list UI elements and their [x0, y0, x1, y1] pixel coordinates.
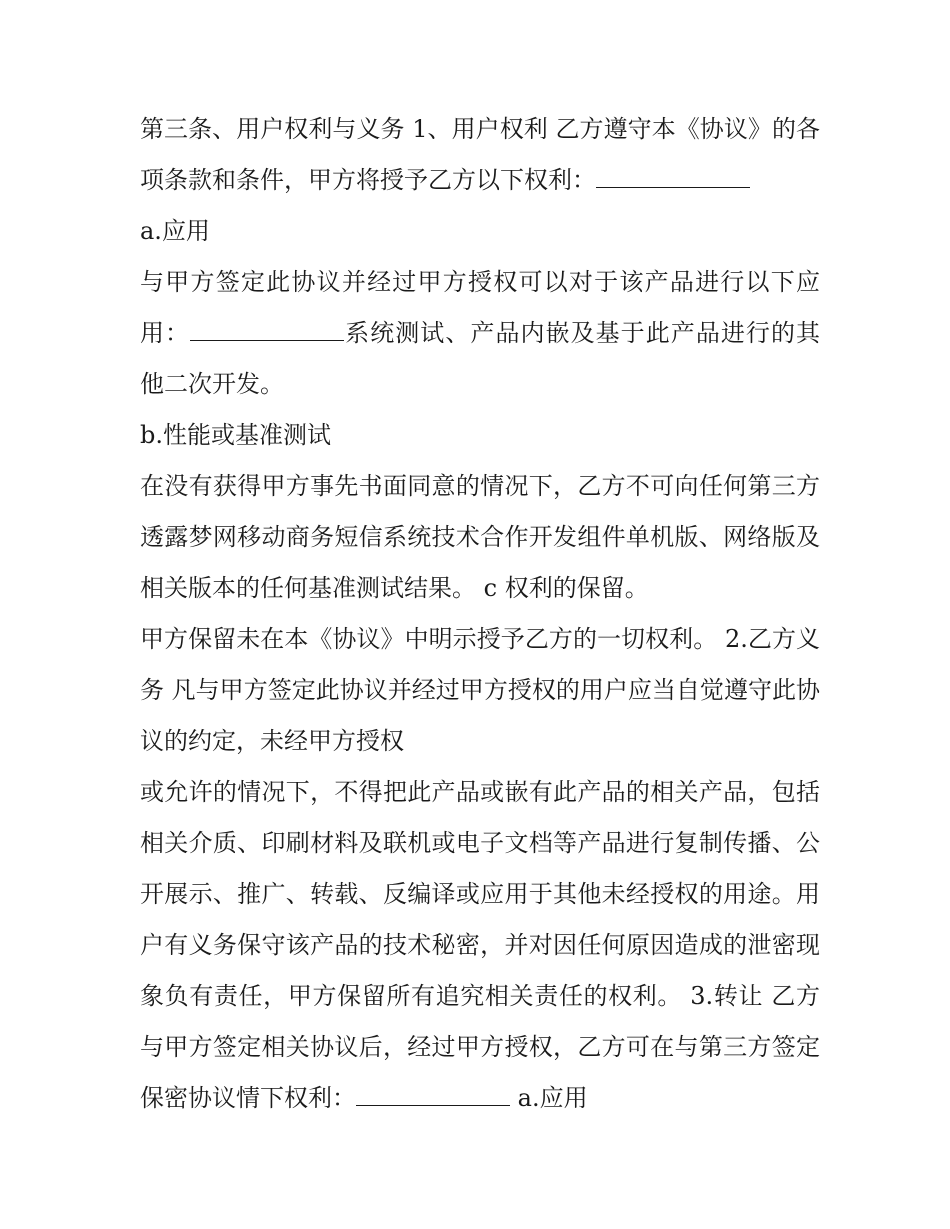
paragraph-text: 或允许的情况下，不得把此产品或嵌有此产品的相关产品，包括相关介质、印刷材料及联机或电子文档等产品进行复制传播、公开展示、推广、转载、反编译或应用于其他未经授权的用途。用户有义务保守该产品的技术秘密，并对因任何原因造成的泄密现象负有责任，甲方保留所有追究相关责任的权利。 3.转让 乙方与甲方签定相关协议后，经过甲方授权，乙方可在与第三方签定保密协议情下权利： — [140, 778, 820, 1112]
fill-in-blank — [596, 186, 750, 188]
fill-in-blank — [190, 339, 344, 341]
paragraph-obligations — [140, 614, 820, 767]
paragraph-text: b.性能或基准测试 — [140, 421, 331, 449]
fill-in-blank — [356, 1104, 510, 1106]
paragraph-benchmark — [140, 461, 820, 614]
paragraph-application — [140, 257, 820, 410]
paragraph-text: 与甲方签定此协议并经过甲方授权可以对于该产品进行以下应用： — [140, 268, 820, 347]
paragraph-heading-benchmark — [140, 410, 820, 461]
paragraph-heading-application — [140, 206, 820, 257]
paragraph-text: a.应用 — [140, 217, 210, 245]
paragraph-text: a.应用 — [510, 1084, 588, 1112]
paragraph-text: 甲方保留未在本《协议》中明示授予乙方的一切权利。 2.乙方义务 凡与甲方签定此协议并经过甲方授权的用户应当自觉遵守此协议的约定，未经甲方授权 — [140, 625, 820, 755]
document-body — [140, 104, 820, 1124]
paragraph-user-rights — [140, 104, 820, 206]
paragraph-text: 在没有获得甲方事先书面同意的情况下，乙方不可向任何第三方透露梦网移动商务短信系统技术合作开发组件单机版、网络版及相关版本的任何基准测试结果。 c 权利的保留。 — [140, 472, 820, 602]
paragraph-text: 第三条、用户权利与义务 1、用户权利 乙方遵守本《协议》的各项条款和条件，甲方将授予乙方以下权利： — [140, 115, 820, 194]
paragraph-text: 系统测试、产品内嵌及基于此产品进行的其他二次开发。 — [140, 319, 821, 398]
paragraph-restrictions — [140, 767, 820, 1124]
